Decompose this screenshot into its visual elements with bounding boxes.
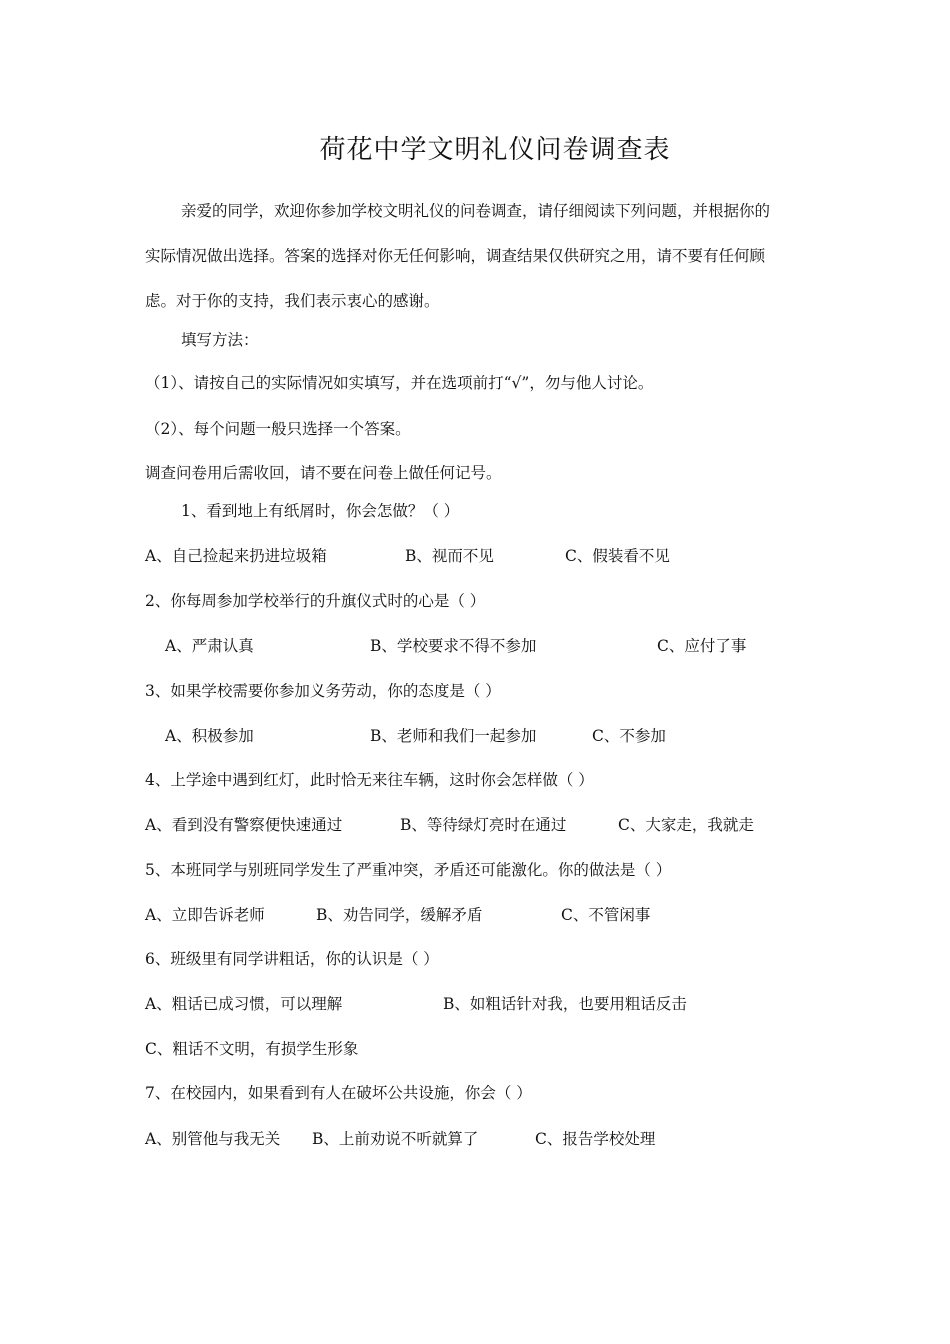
q2-option-b: B、学校要求不得不参加 [370,637,537,655]
question-4: 4、上学途中遇到红灯，此时恰无来往车辆，这时你会怎样做（ ） [145,771,594,789]
q3-option-c: C、不参加 [592,727,666,745]
question-6: 6、班级里有同学讲粗话，你的认识是（ ） [145,950,439,968]
intro-line-1: 亲爱的同学，欢迎你参加学校文明礼仪的问卷调查，请仔细阅读下列问题，并根据你的 [181,202,771,220]
method-heading: 填写方法： [181,331,259,349]
q7-option-b: B、上前劝说不听就算了 [312,1130,479,1148]
q2-option-c: C、应付了事 [657,637,747,655]
question-3: 3、如果学校需要你参加义务劳动，你的态度是（ ） [145,682,501,700]
intro-line-3: 虑。对于你的支持，我们表示衷心的感谢。 [145,292,440,310]
q6-option-a: A、粗话已成习惯，可以理解 [145,995,343,1013]
question-5: 5、本班同学与别班同学发生了严重冲突，矛盾还可能激化。你的做法是（ ） [145,861,672,879]
q5-option-a: A、立即告诉老师 [145,906,265,924]
page-title: 荷花中学文明礼仪问卷调查表 [319,135,671,165]
method-rule-1: （1）、请按自己的实际情况如实填写，并在选项前打“√”，勿与他人讨论。 [145,374,654,392]
q5-option-c: C、不管闲事 [561,906,651,924]
question-1: 1、看到地上有纸屑时，你会怎做？（ ） [181,502,460,520]
q1-option-a: A、自己捡起来扔进垃圾箱 [145,547,327,565]
question-2: 2、你每周参加学校举行的升旗仪式时的心是（ ） [145,592,486,610]
q4-option-c: C、大家走，我就走 [618,816,754,834]
q3-option-a: A、积极参加 [165,727,254,745]
q4-option-a: A、看到没有警察便快速通过 [145,816,343,834]
q7-option-c: C、报告学校处理 [535,1130,656,1148]
question-7: 7、在校园内，如果看到有人在破坏公共设施，你会（ ） [145,1084,532,1102]
method-rule-2: （2）、每个问题一般只选择一个答案。 [145,420,411,438]
q7-option-a: A、别管他与我无关 [145,1130,281,1148]
intro-line-2: 实际情况做出选择。答案的选择对你无任何影响，调查结果仅供研究之用，请不要有任何顾 [145,247,766,265]
q5-option-b: B、劝告同学，缓解矛盾 [316,906,483,924]
q6-option-c: C、粗话不文明，有损学生形象 [145,1040,359,1058]
q6-option-b: B、如粗话针对我，也要用粗话反击 [443,995,687,1013]
q2-option-a: A、严肃认真 [165,637,254,655]
q4-option-b: B、等待绿灯亮时在通过 [400,816,567,834]
q1-option-c: C、假装看不见 [565,547,670,565]
q1-option-b: B、视而不见 [405,547,494,565]
method-note: 调查问卷用后需收回，请不要在问卷上做任何记号。 [145,464,502,482]
q3-option-b: B、老师和我们一起参加 [370,727,537,745]
